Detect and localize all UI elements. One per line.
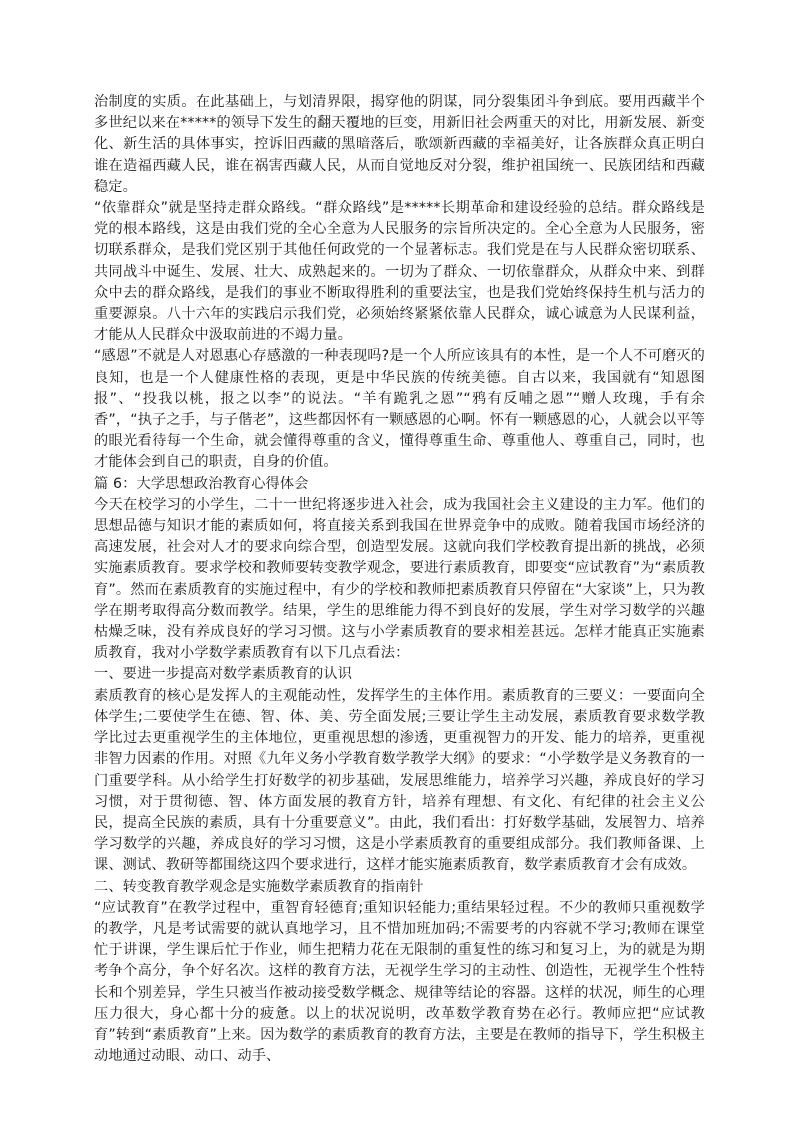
point-2-title: 二、转变教育教学观念是实施数学素质教育的指南针 <box>94 878 424 895</box>
section-title: 篇 6：大学思想政治教育心得体会 <box>94 475 309 492</box>
paragraph-intro: 今天在校学习的小学生，二十一世纪将逐步进入社会，成为我国社会主义建设的主力军。他们的思想品德与知识才能的素质如何，将直接关系到我国在世界竞争中的成败。随着我国市场经济的高速发展，社会对人才的要求向综合型，创造型发展。这就向我们学校教育提出新的挑战，必须实施素质教育。要求学校和教师要转变教学观念，要进行素质教育，即要变“应试教育”为“素质教育”。然而在素质教育的实施过程中，有少的学校和教师把素质教育只停留在“大家谈”上，只为教学在期考取得高分数而教学。结果，学生的思维能力得不到良好的发展，学生对学习数学的兴趣枯燥乏味，没有养成良好的学习习惯。这与小学素质教育的要求相差甚远。怎样才能真正实施素质教育，我对小学数学素质教育有以下几点看法： <box>94 496 705 662</box>
paragraph-gratitude: “感恩”不就是人对恩惠心存感激的一种表现吗?是一个人所应该具有的本性，是一个人不可磨灭的良知，也是一个人健康性格的表现，更是中华民族的传统美德。自古以来，我国就有“知恩图报”、“投我以桃，报之以李”的说法。“羊有跪乳之恩”“鸦有反哺之恩”“赠人玫瑰，手有余香”，“执子之手，与子偕老”，这些都因怀有一颗感恩的心啊。怀有一颗感恩的心，人就会以平等的眼光看待每一个生命，就会懂得尊重的含义，懂得尊重生命、尊重他人、尊重自己，同时，也才能体会到自己的职责，自身的价值。 <box>94 348 705 471</box>
paragraph-point-1: 素质教育的核心是发挥人的主观能动性，发挥学生的主体作用。素质教育的三要义：一要面向全体学生;二要使学生在德、智、体、美、劳全面发展;三要让学生主动发展，素质教育要求数学教学比过去更重视学生的主体地位，更重视思想的渗透，更重视智力的开发、能力的培养，更重视非智力因素的作用。对照《九年义务小学教育数学教学大纲》的要求：“小学数学是义务教育的一门重要学科。从小给学生打好数学的初步基础，发展思维能力，培养学习兴趣，养成良好的学习习惯，对于贯彻德、智、体方面发展的教育方针，培养有理想、有文化、有纪律的社会主义公民，提高全民族的素质，具有十分重要意义”。由此，我们看出：打好数学基础，发展智力、培养学习数学的兴趣，养成良好的学习习惯，这是小学素质教育的重要组成部分。我们教师备课、上课、测试、教研等都围绕这四个要求进行，这样才能实施素质教育，数学素质教育才会有成效。 <box>94 687 705 874</box>
paragraph-tibet: 治制度的实质。在此基础上，与划清界限，揭穿他的阴谋，同分裂集团斗争到底。要用西藏半个多世纪以来在*****的领导下发生的翻天覆地的巨变，用新旧社会两重天的对比，用新发展、新变化、新生活的具体事实，控诉旧西藏的黑暗落后，歌颂新西藏的幸福美好，让各族群众真正明白谁在造福西藏人民，谁在祸害西藏人民，从而自觉地反对分裂，维护祖国统一、民族团结和西藏稳定。 <box>94 94 705 195</box>
paragraph-point-2: “应试教育”在教学过程中，重智育轻德育;重知识轻能力;重结果轻过程。不少的教师只重视数学的教学，凡是考试需要的就认真地学习，且不惜加班加码;不需要考的内容就不学习;教师在课堂忙于讲课，学生课后忙于作业，师生把精力花在无限制的重复性的练习和复习上，为的就是为期考争个高分，争个好名次。这样的教育方法，无视学生学习的主动性、创造性，无视学生个性特长和个别差异，学生只被当作被动接受数学概念、规律等结论的容器。这样的状况，师生的心理压力很大，身心都十分的疲惫。以上的状况说明，改革数学教育势在必行。教师应把“应试教育”转到“素质教育”上来。因为数学的素质教育的教育方法，主要是在教师的指导下，学生积极主动地通过动眼、动口、动手、 <box>94 899 705 1065</box>
paragraph-mass-line: “依靠群众”就是坚持走群众路线。“群众路线”是*****长期革命和建设经验的总结。群众路线是党的根本路线，这是由我们党的全心全意为人民服务的宗旨所决定的。全心全意为人民服务，密切联系群众，是我们党区别于其他任何政党的一个显著标志。我们党是在与人民群众密切联系、共同战斗中诞生、发展、壮大、成熟起来的。一切为了群众、一切依靠群众，从群众中来、到群众中去的群众路线，是我们的事业不断取得胜利的重要法宝，也是我们党始终保持生机与活力的重要源泉。八十六年的实践启示我们党，必须始终紧紧依靠人民群众，诚心诚意为人民谋利益，才能从人民群众中汲取前进的不竭力量。 <box>94 200 705 344</box>
document-page <box>94 92 705 1067</box>
point-1-title: 一、要进一步提高对数学素质教育的认识 <box>94 666 353 683</box>
